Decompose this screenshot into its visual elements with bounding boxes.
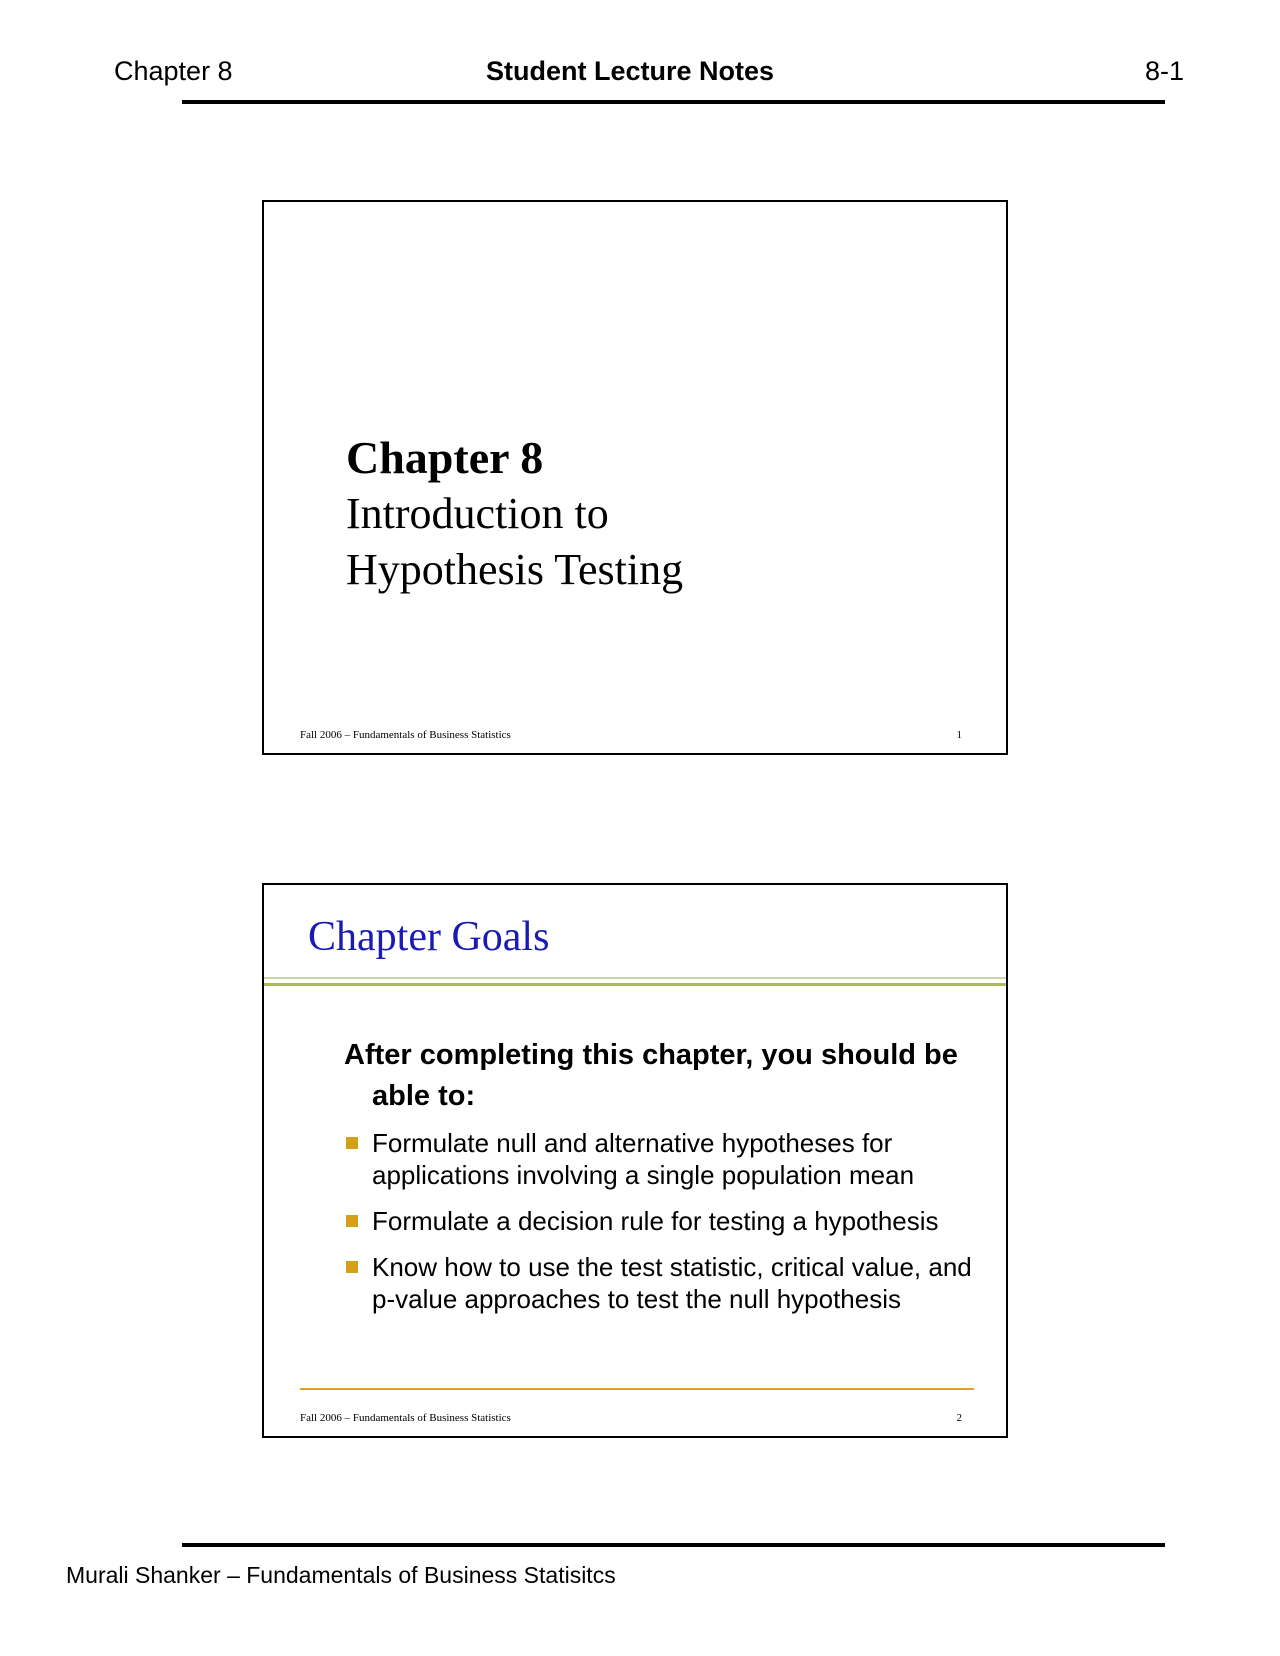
slide-1-title (346, 486, 683, 598)
slide-2-title: Chapter Goals (308, 914, 550, 960)
slide-2-title-rule (264, 983, 1006, 986)
square-bullet-icon (346, 1137, 358, 1149)
page-footer: Murali Shanker – Fundamentals of Business Statisitcs (66, 1562, 616, 1588)
header-rule (182, 100, 1165, 104)
list-item (344, 1251, 984, 1315)
slide-1-chapter-label: Chapter 8 (346, 432, 544, 483)
list-item-text: Formulate a decision rule for testing a hypothesis (372, 1206, 939, 1236)
slide-2-number: 2 (956, 1412, 962, 1424)
square-bullet-icon (346, 1261, 358, 1273)
slide-2-footer-rule (300, 1388, 974, 1390)
header-title: Student Lecture Notes (486, 56, 775, 86)
header-chapter: Chapter 8 (114, 56, 233, 86)
list-item (344, 1205, 984, 1237)
slide-2 (262, 883, 1008, 1438)
slide-2-title-rule-light (264, 977, 1006, 979)
slide-2-footer: Fall 2006 – Fundamentals of Business Statistics (300, 1412, 511, 1424)
square-bullet-icon (346, 1215, 358, 1227)
header-page-number: 8-1 (1144, 56, 1184, 86)
slide-1 (262, 200, 1008, 755)
slide-1-footer: Fall 2006 – Fundamentals of Business Statistics (300, 729, 511, 741)
slide-2-intro: After completing this chapter, you should be able to: (344, 1039, 958, 1112)
list-item-text: Know how to use the test statistic, critical value, and p-value approaches to test the null hypothesis (372, 1252, 972, 1314)
list-item-text: Formulate null and alternative hypotheses for applications involving a single population mean (372, 1128, 915, 1190)
slide-1-title-line-1: Introduction to (346, 489, 609, 538)
slide-1-number: 1 (956, 729, 962, 741)
page-header (0, 52, 1280, 92)
goals-list (344, 1127, 984, 1329)
list-item (344, 1127, 984, 1191)
slide-1-title-line-2: Hypothesis Testing (346, 545, 684, 594)
footer-rule (182, 1543, 1165, 1547)
